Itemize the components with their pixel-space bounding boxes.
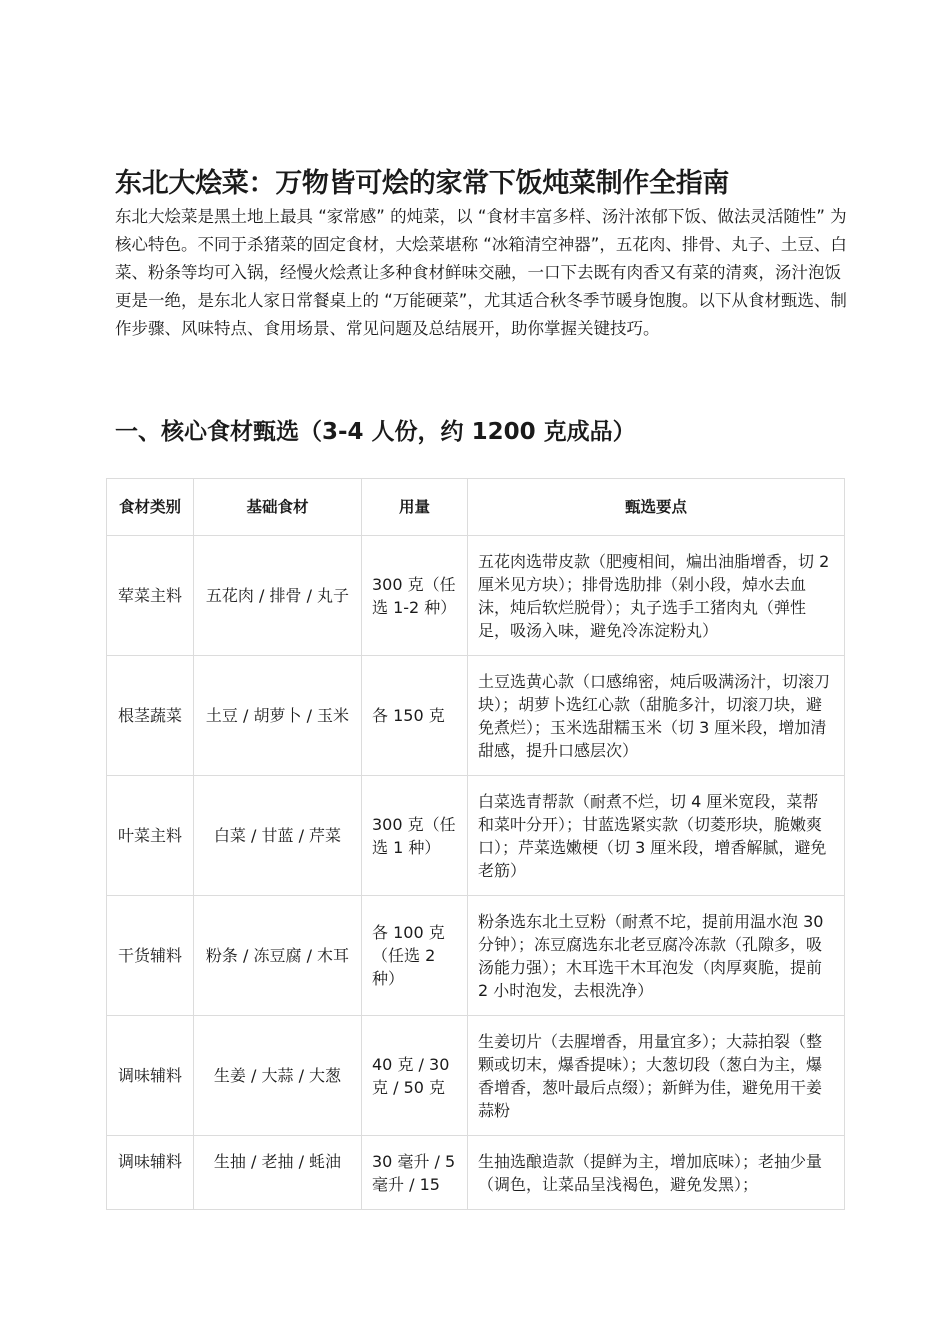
row-base-ingredient: 生抽 / 老抽 / 蚝油 — [194, 1136, 362, 1210]
row-selection-tips: 五花肉选带皮款（肥瘦相间，煸出油脂增香，切 2 厘米见方块）；排骨选肋排（剁小段，焯水去血沫，炖后软烂脱骨）；丸子选手工猪肉丸（弹性足，吸汤入味，避免冷冻淀粉丸） — [468, 536, 845, 656]
table-row — [107, 1136, 845, 1210]
row-quantity: 各 100 克（任选 2 种） — [362, 896, 468, 1016]
intro-paragraph: 东北大烩菜是黑土地上最具 “家常感” 的炖菜，以 “食材丰富多样、汤汁浓郁下饭、做法灵活随性” 为核心特色。不同于杀猪菜的固定食材，大烩菜堪称 “冰箱清空神器”，五花肉、排骨、丸子、土豆、白菜、粉条等均可入锅，经慢火烩煮让多种食材鲜味交融，一口下去既有肉香又有菜的清爽，汤汁泡饭更是一绝，是东北人家日常餐桌上的 “万能硬菜”，尤其适合秋冬季节暖身饱腹。以下从食材甄选、制作步骤、风味特点、食用场景、常见问题及总结展开，助你掌握关键技巧。 — [115, 207, 847, 338]
row-quantity: 30 毫升 / 5 毫升 / 15 — [362, 1136, 468, 1210]
table-row — [107, 536, 845, 656]
row-base-ingredient: 白菜 / 甘蓝 / 芹菜 — [194, 776, 362, 896]
header-quantity: 用量 — [362, 479, 468, 536]
row-base-ingredient: 粉条 / 冻豆腐 / 木耳 — [194, 896, 362, 1016]
ingredients-table — [106, 478, 845, 1210]
row-base-ingredient: 生姜 / 大蒜 / 大葱 — [194, 1016, 362, 1136]
header-selection-tips: 甄选要点 — [468, 479, 845, 536]
row-quantity: 各 150 克 — [362, 656, 468, 776]
row-category: 根茎蔬菜 — [107, 656, 194, 776]
row-category: 调味辅料 — [107, 1136, 194, 1210]
row-quantity: 300 克（任选 1 种） — [362, 776, 468, 896]
section-heading-ingredients: 一、核心食材甄选（3-4 人份，约 1200 克成品） — [115, 419, 636, 446]
header-category: 食材类别 — [107, 479, 194, 536]
header-base-ingredient: 基础食材 — [194, 479, 362, 536]
table-header-row — [107, 479, 845, 536]
table-row — [107, 1016, 845, 1136]
row-selection-tips: 白菜选青帮款（耐煮不烂，切 4 厘米宽段，菜帮和菜叶分开）；甘蓝选紧实款（切菱形块，脆嫩爽口）；芹菜选嫩梗（切 3 厘米段，增香解腻，避免老筋） — [468, 776, 845, 896]
table-row — [107, 896, 845, 1016]
row-quantity: 300 克（任选 1-2 种） — [362, 536, 468, 656]
row-category: 调味辅料 — [107, 1016, 194, 1136]
row-base-ingredient: 五花肉 / 排骨 / 丸子 — [194, 536, 362, 656]
table-row — [107, 776, 845, 896]
row-category: 荤菜主料 — [107, 536, 194, 656]
row-category: 干货辅料 — [107, 896, 194, 1016]
row-selection-tips: 生姜切片（去腥增香，用量宜多）；大蒜拍裂（整颗或切末，爆香提味）；大葱切段（葱白为主，爆香增香，葱叶最后点缀）；新鲜为佳，避免用干姜蒜粉 — [468, 1016, 845, 1136]
row-selection-tips: 粉条选东北土豆粉（耐煮不坨，提前用温水泡 30 分钟）；冻豆腐选东北老豆腐冷冻款（孔隙多，吸汤能力强）；木耳选干木耳泡发（肉厚爽脆，提前 2 小时泡发，去根洗净） — [468, 896, 845, 1016]
row-selection-tips: 生抽选酿造款（提鲜为主，增加底味）；老抽少量（调色，让菜品呈浅褐色，避免发黑）； — [468, 1136, 845, 1210]
table-row — [107, 656, 845, 776]
row-selection-tips: 土豆选黄心款（口感绵密，炖后吸满汤汁，切滚刀块）；胡萝卜选红心款（甜脆多汁，切滚刀块，避免煮烂）；玉米选甜糯玉米（切 3 厘米段，增加清甜感，提升口感层次） — [468, 656, 845, 776]
document-title: 东北大烩菜：万物皆可烩的家常下饭炖菜制作全指南 — [115, 168, 730, 200]
row-category: 叶菜主料 — [107, 776, 194, 896]
row-quantity: 40 克 / 30 克 / 50 克 — [362, 1016, 468, 1136]
row-base-ingredient: 土豆 / 胡萝卜 / 玉米 — [194, 656, 362, 776]
